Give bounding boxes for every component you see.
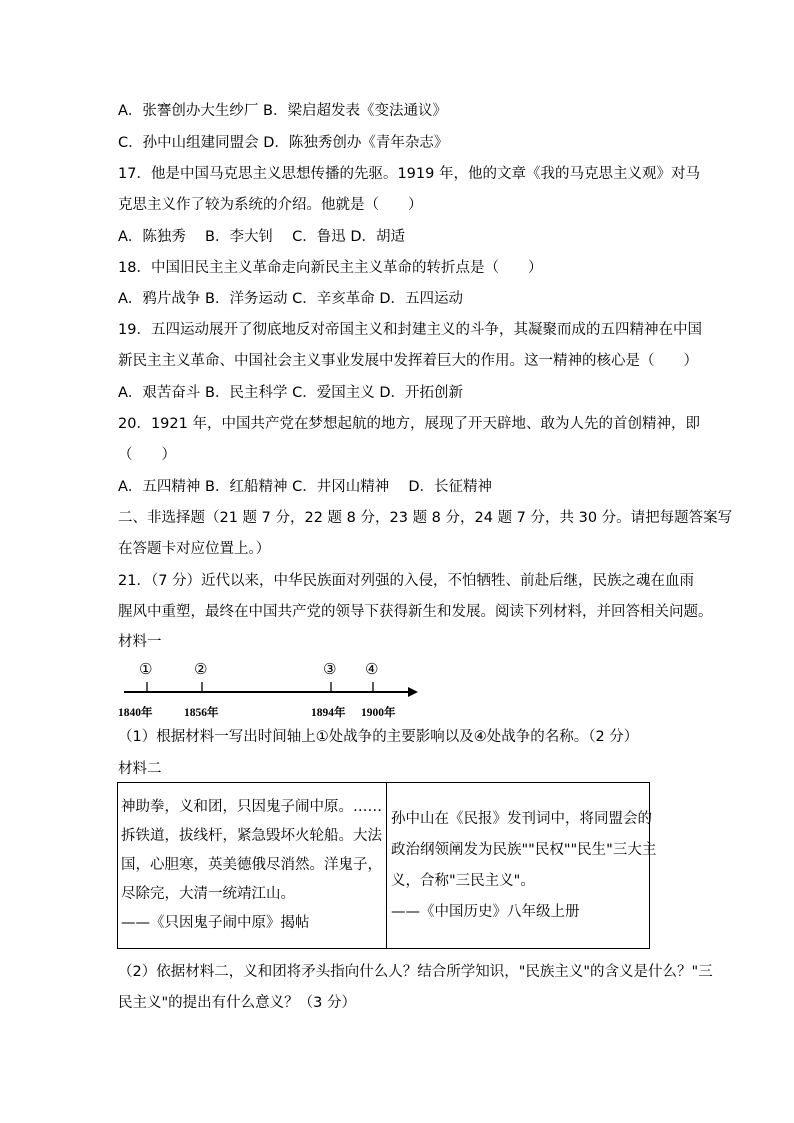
q16-options-line1: A．张謇创办大生纱厂 B．梁启超发表《变法通议》	[118, 103, 447, 119]
timeline-year-3: 1894年	[311, 707, 346, 719]
timeline-year-1: 1840年	[118, 707, 153, 719]
question-17-options: A．陈独秀 B．李大钊 C．鲁迅 D．胡适	[118, 229, 405, 245]
left-cell-line2: 拆铁道，拔线杆，紧急毁坏火轮船。大法	[121, 828, 382, 844]
sub-question-2-line2: 民主义"的提出有什么意义？（3 分）	[118, 995, 357, 1011]
timeline-arrow-icon	[408, 687, 418, 697]
timeline-mark-1: ①	[139, 660, 153, 678]
material-2-label: 材料二	[118, 761, 162, 777]
question-21-stem	[118, 566, 713, 628]
question-21-stem-line1: 21．（7 分）近代以来，中华民族面对列强的入侵，不怕牺牲、前赴后继，民族之魂在血雨	[118, 573, 695, 589]
material-1-label: 材料一	[118, 634, 162, 650]
question-20-stem	[118, 409, 700, 471]
timeline-mark-4: ④	[365, 660, 379, 678]
left-cell-line1: 神助拳，义和团，只因鬼子闹中原。……	[121, 799, 382, 815]
sub-question-2	[118, 957, 713, 1019]
sub-question-1: （1）根据材料一写出时间轴上①处战争的主要影响以及④处战争的名称。（2 分）	[118, 729, 639, 745]
question-19-options: A．艰苦奋斗 B．民主科学 C．爱国主义 D．开拓创新	[118, 385, 463, 401]
sub-question-2-line1: （2）依据材料二，义和团将矛头指向什么人？结合所学知识，"民族主义"的含义是什么？"三	[118, 964, 713, 980]
timeline-mark-2: ②	[194, 660, 208, 678]
timeline-year-2: 1856年	[184, 707, 219, 719]
table-row	[118, 783, 650, 949]
q16-options-line2: C．孙中山组建同盟会 D．陈独秀创办《青年杂志》	[118, 135, 449, 151]
question-18-stem: 18．中国旧民主主义革命走向新民主主义革命的转折点是（ ）	[118, 260, 543, 276]
section-2-heading-line1: 二、非选择题（21 题 7 分，22 题 8 分，23 题 8 分，24 题 7 分，共 30 分。请把每题答案写	[118, 510, 733, 526]
question-20-options: A．五四精神 B．红船精神 C．井冈山精神 D．长征精神	[118, 479, 492, 495]
material-2-right-cell	[387, 783, 657, 949]
left-cell-source: ——《只因鬼子闹中原》揭帖	[121, 915, 310, 931]
right-cell-source: ——《中国历史》八年级上册	[391, 903, 580, 920]
material-2-left-cell	[118, 783, 387, 949]
right-cell-line2: 政治纲领阐发为民族""民权""民生"三大主	[391, 841, 657, 858]
question-19-stem-line1: 19．五四运动展开了彻底地反对帝国主义和封建主义的斗争，其凝聚而成的五四精神在中国	[118, 322, 702, 338]
section-2-heading	[118, 503, 733, 565]
timeline-year-4: 1900年	[361, 707, 396, 719]
question-17-stem-line2: 克思主义作了较为系统的介绍。他就是（ ）	[118, 197, 423, 213]
question-17-stem	[118, 159, 700, 221]
timeline-mark-3: ③	[323, 660, 337, 678]
question-17-stem-line1: 17．他是中国马克思主义思想传播的先驱。1919 年，他的文章《我的马克思主义观》对马	[118, 166, 700, 182]
timeline	[118, 660, 428, 722]
right-cell-line1: 孙中山在《民报》发刊词中，将同盟会的	[391, 810, 652, 827]
right-cell-line3: 义，合称"三民主义"。	[391, 872, 535, 889]
left-cell-line3: 国，心胆寒，英美德俄尽消然。洋鬼子，	[121, 857, 382, 873]
left-cell-line4: 尽除完，大清一统靖江山。	[121, 886, 295, 902]
question-19-stem-line2: 新民主主义革命、中国社会主义事业发展中发挥着巨大的作用。这一精神的核心是（ ）	[118, 353, 698, 369]
question-19-stem	[118, 315, 702, 377]
question-20-stem-line2: （ ）	[118, 447, 176, 463]
section-2-heading-line2: 在答题卡对应位置上。）	[118, 541, 271, 557]
question-20-stem-line1: 20．1921 年，中国共产党在梦想起航的地方，展现了开天辟地、敢为人先的首创精神，即	[118, 416, 700, 432]
question-18-options: A．鸦片战争 B．洋务运动 C．辛亥革命 D．五四运动	[118, 291, 463, 307]
question-21-stem-line2: 腥风中重塑，最终在中国共产党的领导下获得新生和发展。阅读下列材料，并回答相关问题。	[118, 604, 713, 620]
material-2-table	[117, 782, 657, 949]
